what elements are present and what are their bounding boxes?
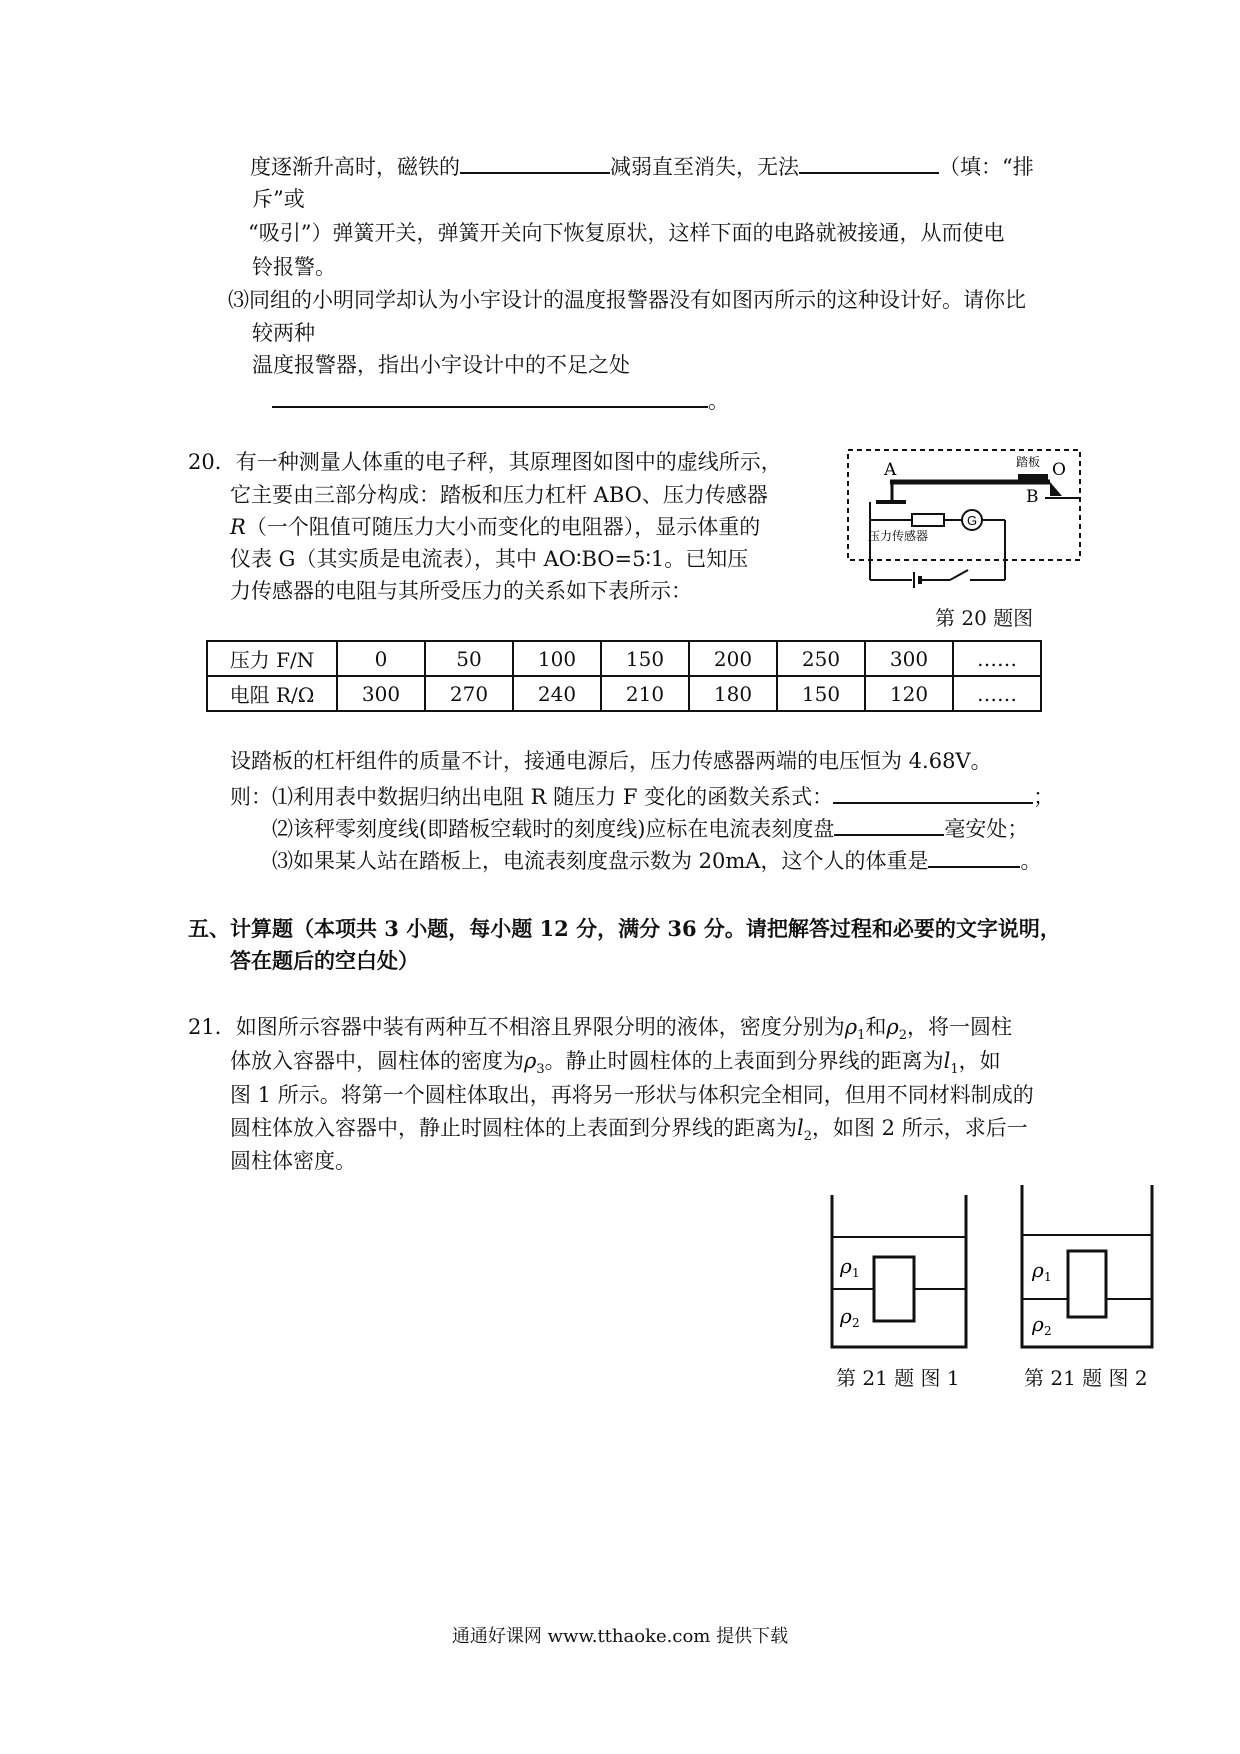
label-rho1: ρ bbox=[1032, 1258, 1044, 1282]
section5-heading-line2: 答在题后的空白处） bbox=[230, 948, 419, 973]
label-rho2-sub: 2 bbox=[1044, 1324, 1052, 1338]
q21-line4: 圆柱体放入容器中，静止时圆柱体的上表面到分界线的距离为$l_2$，如图 2 所示，求后一 bbox=[230, 1116, 1028, 1145]
table-cell: 0 bbox=[337, 641, 425, 676]
table-cell: …… bbox=[953, 676, 1041, 711]
q19-part3-line1: ⑶同组的小明同学却认为小宇设计的温度报警器没有如图丙所示的这种设计好。请你比 bbox=[228, 288, 1026, 312]
q20-line5: 力传感器的电阻与其所受压力的关系如下表所示： bbox=[230, 579, 692, 603]
table-cell: 电阻 R/Ω bbox=[207, 676, 337, 711]
label-g: G bbox=[967, 513, 978, 528]
table-cell: 100 bbox=[513, 641, 601, 676]
q20-line2: 它主要由三部分构成：踏板和压力杠杆 ABO、压力传感器 bbox=[230, 483, 768, 507]
q21-figure-2 bbox=[1020, 1185, 1160, 1350]
table-cell: 300 bbox=[337, 676, 425, 711]
q19-part3-line3: 温度报警器，指出小宇设计中的不足之处 bbox=[252, 353, 630, 377]
switch bbox=[950, 570, 968, 580]
q19-part3-line2: 较两种 bbox=[252, 321, 315, 345]
table-cell: 50 bbox=[425, 641, 513, 676]
q19-blank-2[interactable] bbox=[799, 150, 939, 174]
q21-figure-2-caption: 第 21 题 图 2 bbox=[1024, 1366, 1148, 1390]
q19-line2: 斥”或 bbox=[252, 187, 305, 211]
table-cell: 240 bbox=[513, 676, 601, 711]
q20-line3: R（一个阻值可随压力大小而变化的电阻器），显示体重的 bbox=[230, 515, 761, 539]
cylinder-2 bbox=[1068, 1251, 1106, 1317]
q20-blank-1[interactable] bbox=[833, 780, 1033, 804]
pressure-resistance-table bbox=[206, 640, 1042, 712]
q21-figure-1 bbox=[830, 1195, 970, 1350]
q20-after2: 则：⑴利用表中数据归纳出电阻 R 随压力 F 变化的函数关系式： ； bbox=[230, 780, 1054, 812]
q21-line1: 21．如图所示容器中装有两种互不相溶且界限分明的液体，密度分别为$\rho_1$和$\rho_2$，将一圆柱 bbox=[188, 1015, 1013, 1044]
pivot-o bbox=[1050, 482, 1062, 496]
q20-after3: ⑵该秤零刻度线(即踏板空载时的刻度线)应标在电流表刻度盘 毫安处； bbox=[272, 812, 1028, 844]
table-cell: 150 bbox=[601, 641, 689, 676]
q21-line3: 图 1 所示。将第一个圆柱体取出，再将另一形状与体积完全相同，但用不同材料制成的 bbox=[230, 1083, 1034, 1107]
table-cell: 300 bbox=[865, 641, 953, 676]
label-b: B bbox=[1026, 487, 1039, 507]
label-rho1-sub: 1 bbox=[1044, 1270, 1052, 1284]
table-cell: 200 bbox=[689, 641, 777, 676]
page-footer: 通通好课网 www.tthaoke.com 提供下载 bbox=[451, 1626, 789, 1647]
label-rho2: ρ bbox=[840, 1304, 852, 1328]
table-cell: 压力 F/N bbox=[207, 641, 337, 676]
q20-after4: ⑶如果某人站在踏板上，电流表刻度盘示数为 20mA，这个人的体重是 。 bbox=[272, 844, 1041, 876]
q21-line2: 体放入容器中，圆柱体的密度为$\rho_3$。静止时圆柱体的上表面到分界线的距离为$l_1$，如 bbox=[230, 1049, 1001, 1078]
label-rho2-sub: 2 bbox=[852, 1316, 860, 1330]
q20-after1: 设踏板的杠杆组件的质量不计，接通电源后，压力传感器两端的电压恒为 4.68V。 bbox=[230, 749, 992, 773]
label-rho1-sub: 1 bbox=[852, 1266, 860, 1280]
q19-blank-1[interactable] bbox=[460, 150, 610, 174]
label-rho2: ρ bbox=[1032, 1312, 1044, 1336]
table-cell: 250 bbox=[777, 641, 865, 676]
q19-part3-answer: 。 bbox=[272, 384, 729, 416]
q20-blank-3[interactable] bbox=[928, 844, 1020, 868]
q19-line4: 铃报警。 bbox=[252, 255, 336, 279]
label-sensor: 压力传感器 bbox=[868, 529, 929, 543]
q20-blank-2[interactable] bbox=[834, 812, 944, 836]
q20-line1: 20．有一种测量人体重的电子秤，其原理图如图中的虚线所示， bbox=[188, 450, 782, 474]
figure-dashed-box bbox=[848, 450, 1080, 560]
label-o: O bbox=[1052, 460, 1066, 480]
table-cell: 120 bbox=[865, 676, 953, 711]
q19-line1: 度逐渐升高时，磁铁的 减弱直至消失，无法 （填：“排 bbox=[250, 150, 1034, 182]
table-cell: 270 bbox=[425, 676, 513, 711]
resistor-r bbox=[912, 514, 944, 526]
table-cell: 210 bbox=[601, 676, 689, 711]
table-cell: 180 bbox=[689, 676, 777, 711]
label-rho1: ρ bbox=[840, 1254, 852, 1278]
q21-figure-1-caption: 第 21 题 图 1 bbox=[836, 1366, 960, 1390]
q19-line3: “吸引”）弹簧开关，弹簧开关向下恢复原状，这样下面的电路就被接通，从而使电 bbox=[248, 221, 1005, 245]
section5-heading-line1: 五、计算题（本项共 3 小题，每小题 12 分，满分 36 分。请把解答过程和必要的文字说明， bbox=[188, 916, 1061, 941]
label-pedal: 踏板 bbox=[1016, 455, 1041, 469]
table-row bbox=[207, 641, 1041, 676]
table-cell: 150 bbox=[777, 676, 865, 711]
label-a: A bbox=[884, 460, 897, 480]
pedal bbox=[1018, 474, 1048, 480]
table-cell: …… bbox=[953, 641, 1041, 676]
q19-blank-3[interactable] bbox=[272, 384, 708, 408]
q20-line4: 仪表 G（其实质是电流表），其中 AO∶BO=5∶1。已知压 bbox=[230, 547, 749, 571]
cylinder-1 bbox=[874, 1257, 914, 1321]
q20-circuit-figure bbox=[840, 440, 1090, 590]
q21-line5: 圆柱体密度。 bbox=[230, 1149, 356, 1173]
q20-figure-caption: 第 20 题图 bbox=[935, 606, 1034, 630]
table-row bbox=[207, 676, 1041, 711]
